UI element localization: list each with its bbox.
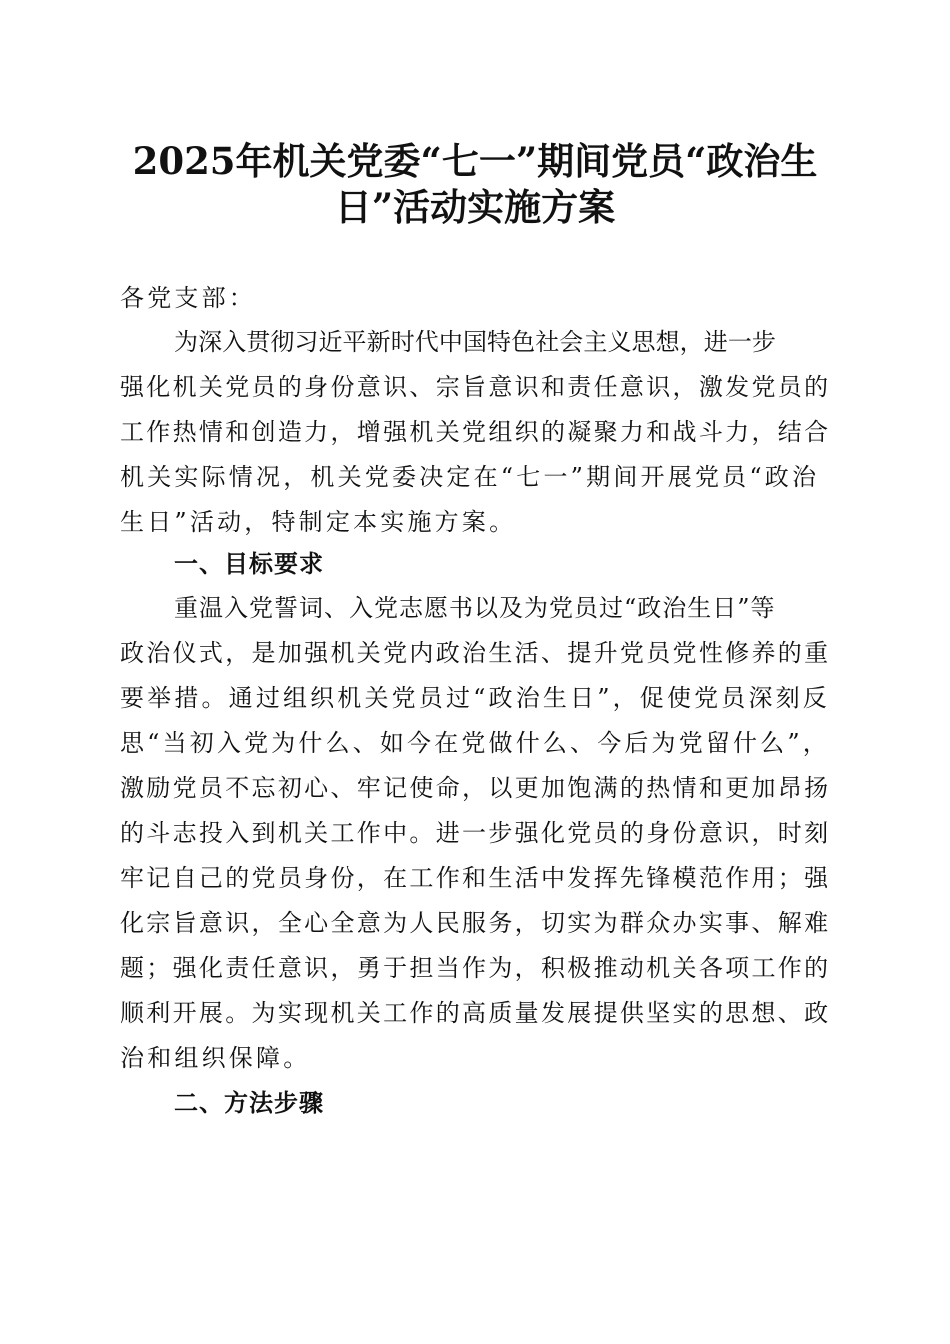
- paragraph-line: 思“当初入党为什么、如今在党做什么、今后为党留什么”，: [120, 729, 830, 757]
- paragraph-line: 牢记自己的党员身份，在工作和生活中发挥先锋模范作用；强: [120, 864, 831, 892]
- document-title-line-1: 2025年机关党委“七一”期间党员“政治生: [132, 139, 818, 183]
- paragraph-line: 强化机关党员的身份意识、宗旨意识和责任意识，激发党员的: [120, 373, 831, 401]
- paragraph-line: 为深入贯彻习近平新时代中国特色社会主义思想，进一步: [174, 328, 776, 356]
- paragraph-line: 政治仪式，是加强机关党内政治生活、提升党员党性修养的重: [120, 639, 831, 667]
- paragraph-line: 化宗旨意识，全心全意为人民服务，切实为群众办实事、解难: [120, 909, 831, 937]
- paragraph-line: 机关实际情况，机关党委决定在“七一”期间开展党员“政治: [120, 463, 820, 491]
- section-heading-methods: 二、方法步骤: [174, 1089, 324, 1117]
- paragraph-goals: [120, 586, 830, 1081]
- paragraph-line: 工作热情和创造力，增强机关党组织的凝聚力和战斗力，结合: [120, 418, 831, 446]
- paragraph-line: 治和组织保障。: [120, 1044, 311, 1072]
- paragraph-line: 题；强化责任意识，勇于担当作为，积极推动机关各项工作的: [120, 954, 831, 982]
- paragraph-line: 的斗志投入到机关工作中。进一步强化党员的身份意识，时刻: [120, 819, 831, 847]
- salutation: 各党支部：: [120, 284, 256, 312]
- paragraph-line: 激励党员不忘初心、牢记使命，以更加饱满的热情和更加昂扬: [120, 774, 831, 802]
- section-heading-goals: 一、目标要求: [174, 550, 324, 578]
- paragraph-line: 重温入党誓词、入党志愿书以及为党员过“政治生日”等: [174, 594, 776, 622]
- document-title-line-2: 日”活动实施方案: [334, 185, 616, 229]
- paragraph-line: 顺利开展。为实现机关工作的高质量发展提供坚实的思想、政: [120, 999, 831, 1027]
- paragraph-line: 生日”活动，特制定本实施方案。: [120, 508, 517, 536]
- paragraph-line: 要举措。通过组织机关党员过“政治生日”，促使党员深刻反: [120, 684, 830, 712]
- paragraph-intro: [120, 320, 830, 545]
